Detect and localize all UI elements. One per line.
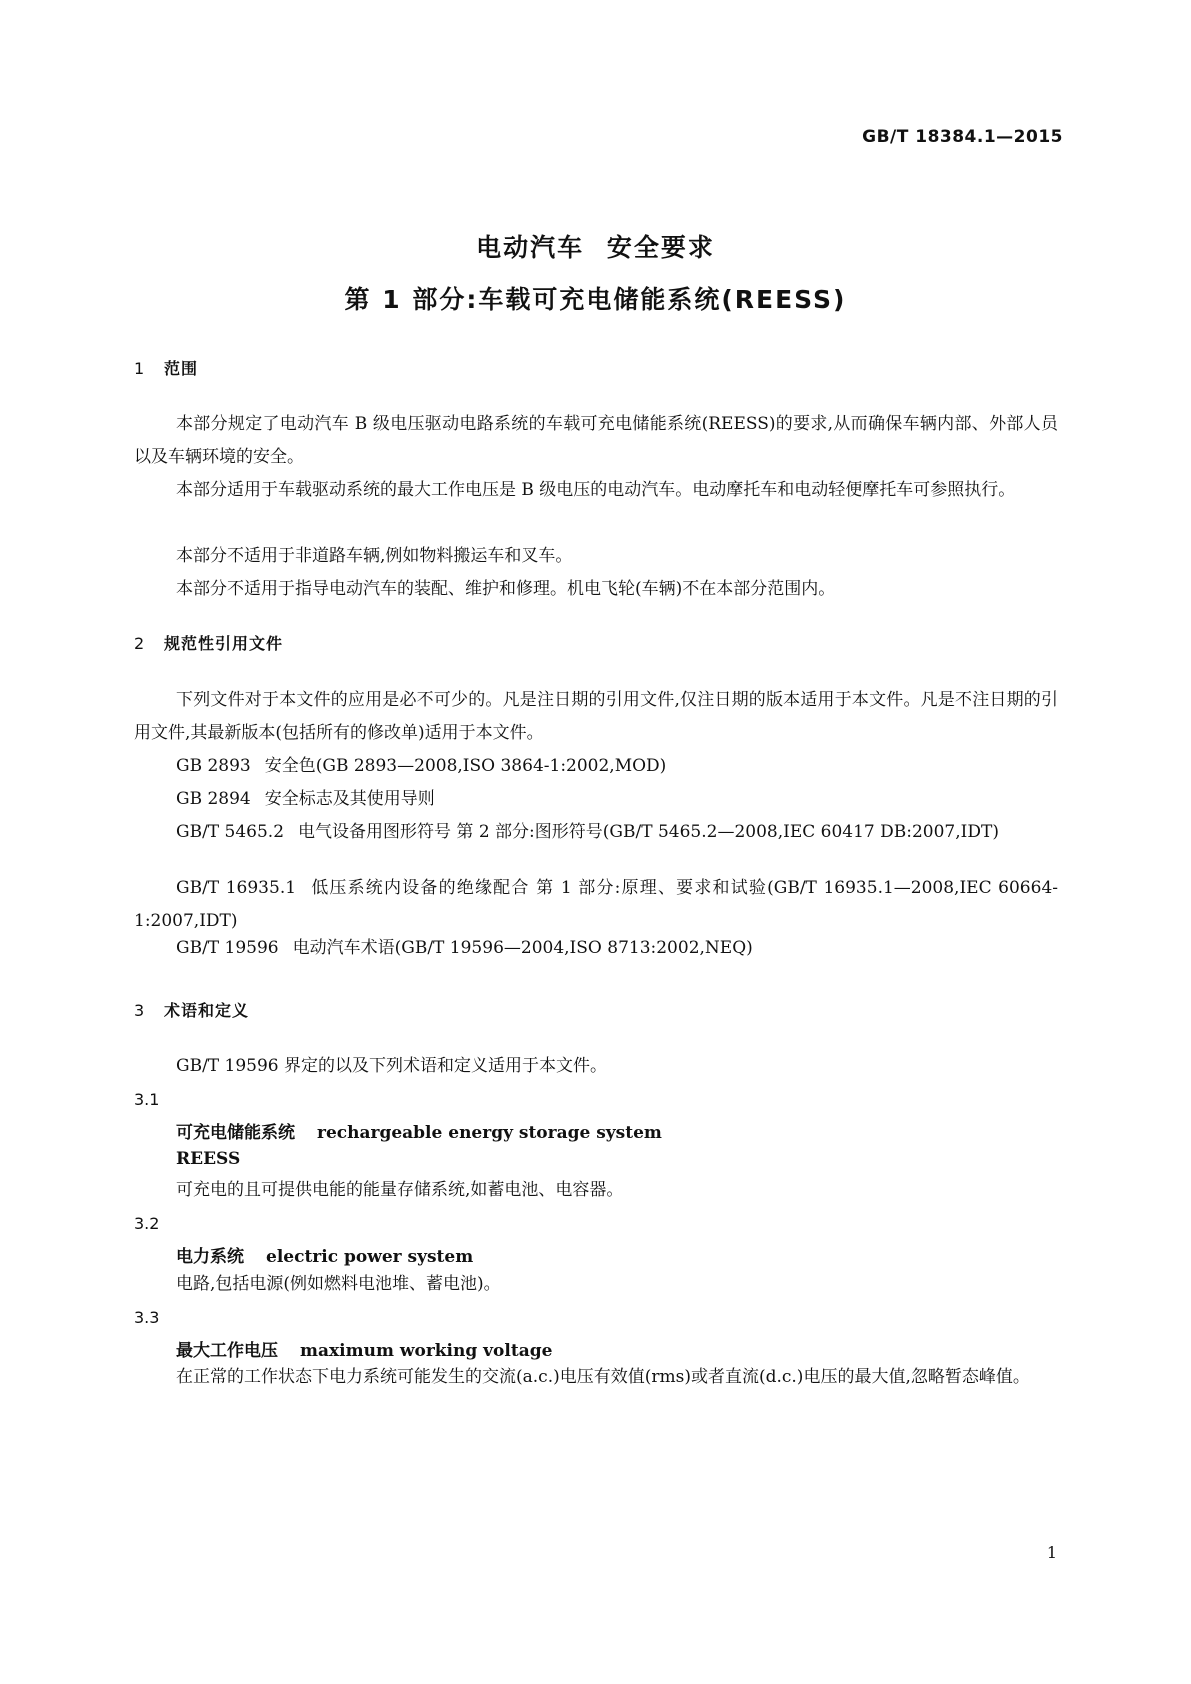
paragraph: GB/T 19596 界定的以及下列术语和定义适用于本文件。	[176, 1056, 608, 1076]
term-definition: 在正常的工作状态下电力系统可能发生的交流(a.c.)电压有效值(rms)或者直流(d.c.)电压的最大值,忽略暂态峰值。	[176, 1367, 1030, 1387]
section-title: 术语和定义	[164, 1001, 250, 1020]
reference-item	[134, 932, 1058, 965]
section-number: 2	[134, 634, 146, 653]
reference-text: 安全色(GB 2893—2008,ISO 3864-1:2002,MOD)	[264, 756, 667, 776]
paragraph: 本部分适用于车载驱动系统的最大工作电压是 B 级电压的电动汽车。电动摩托车和电动轻便摩托车可参照执行。	[176, 480, 1016, 500]
reference-code: GB/T 16935.1	[176, 878, 297, 898]
paragraph: 本部分不适用于指导电动汽车的装配、维护和修理。机电飞轮(车辆)不在本部分范围内。	[176, 579, 836, 599]
reference-code: GB 2894	[176, 789, 251, 809]
term-definition: 可充电的且可提供电能的能量存储系统,如蓄电池、电容器。	[176, 1180, 624, 1200]
section-heading-2	[134, 631, 283, 654]
section-title: 范围	[164, 359, 199, 378]
paragraph: 本部分规定了电动汽车 B 级电压驱动电路系统的车载可充电储能系统(REESS)的要求,从而确保车辆内部、外部人员以及车辆环境的安全。	[134, 414, 1058, 467]
reference-text: 电动汽车术语(GB/T 19596—2004,ISO 8713:2002,NEQ)	[292, 938, 753, 958]
section-heading-1	[134, 356, 198, 379]
document-subtitle: 第 1 部分:车载可充电储能系统(REESS)	[344, 285, 847, 314]
reference-code: GB 2893	[176, 756, 251, 776]
paragraph: 本部分不适用于非道路车辆,例如物料搬运车和叉车。	[176, 546, 573, 566]
paragraph: 下列文件对于本文件的应用是必不可少的。凡是注日期的引用文件,仅注日期的版本适用于本文件。凡是不注日期的引用文件,其最新版本(包括所有的修改单)适用于本文件。	[134, 690, 1058, 743]
term-name	[176, 1336, 552, 1361]
reference-item	[134, 783, 1058, 816]
reference-text: 低压系统内设备的绝缘配合 第 1 部分:原理、要求和试验(GB/T 16935.1—2008,IEC 60664-1:2007,IDT)	[134, 878, 1059, 931]
reference-item	[134, 816, 1058, 849]
term-name	[176, 1118, 662, 1143]
page-number: 1	[1046, 1543, 1057, 1562]
term-name	[176, 1242, 473, 1267]
term-name-zh: 可充电储能系统	[176, 1123, 295, 1143]
term-number: 3.2	[134, 1214, 160, 1233]
reference-text: 电气设备用图形符号 第 2 部分:图形符号(GB/T 5465.2—2008,IEC 60417 DB:2007,IDT)	[298, 822, 999, 842]
reference-code: GB/T 5465.2	[176, 822, 285, 842]
term-name-en: electric power system	[266, 1247, 474, 1267]
term-name-zh: 最大工作电压	[176, 1341, 278, 1361]
term-definition: 电路,包括电源(例如燃料电池堆、蓄电池)。	[176, 1274, 501, 1294]
section-title: 规范性引用文件	[164, 634, 284, 653]
term-name-zh: 电力系统	[176, 1247, 244, 1267]
reference-text: 安全标志及其使用导则	[264, 789, 435, 809]
term-number: 3.1	[134, 1090, 160, 1109]
section-number: 3	[134, 1001, 146, 1020]
term-abbreviation: REESS	[176, 1149, 241, 1169]
reference-code: GB/T 19596	[176, 938, 279, 958]
section-number: 1	[134, 359, 146, 378]
term-number: 3.3	[134, 1308, 160, 1327]
reference-item	[134, 750, 1058, 783]
standard-code: GB/T 18384.1—2015	[862, 127, 1063, 147]
reference-item	[134, 872, 1058, 938]
section-heading-3	[134, 998, 249, 1021]
term-name-en: maximum working voltage	[300, 1341, 553, 1361]
document-title: 电动汽车 安全要求	[476, 233, 715, 262]
term-name-en: rechargeable energy storage system	[317, 1123, 662, 1143]
